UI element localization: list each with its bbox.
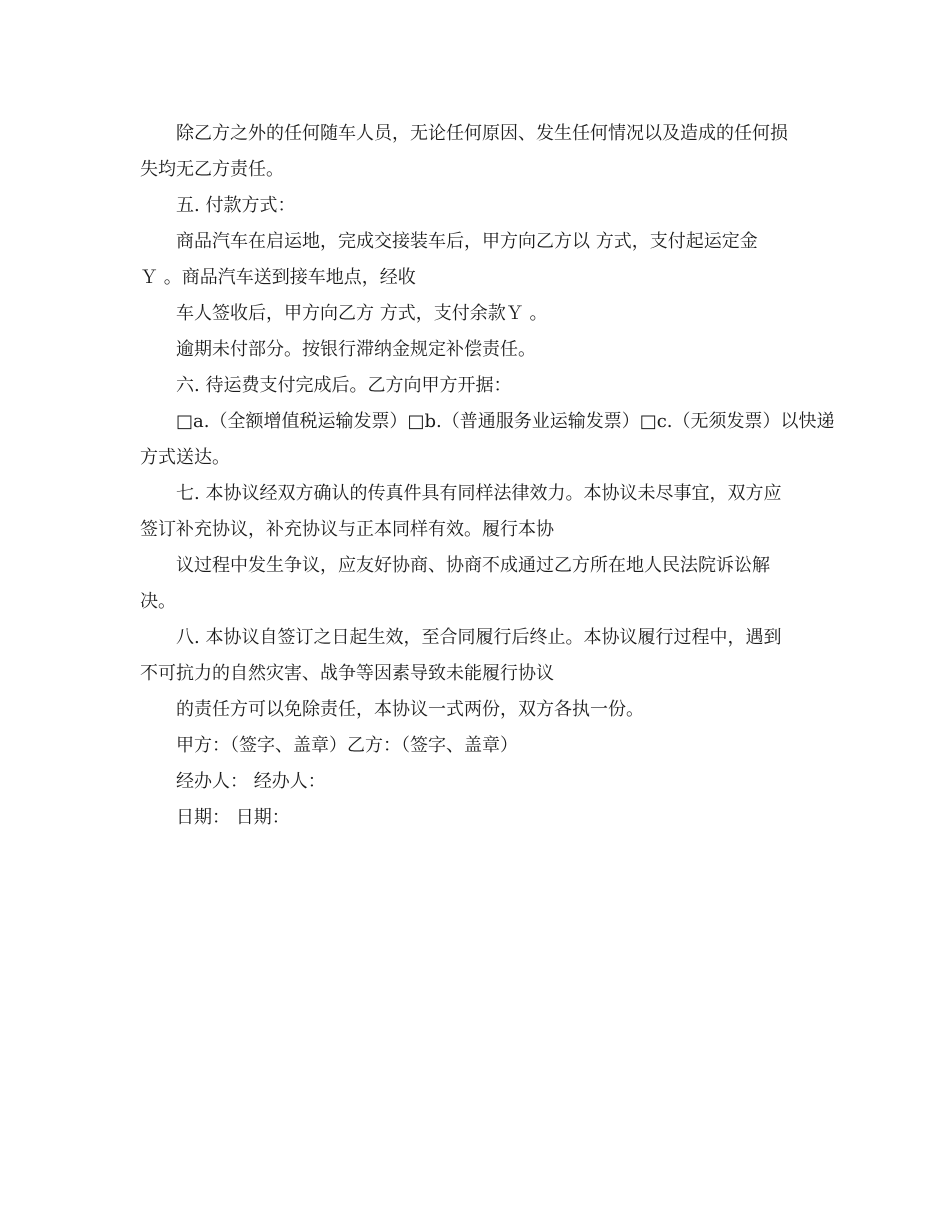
section-heading-invoice: 六. 待运费支付完成后。乙方向甲方开据： [176,375,512,396]
section-heading-payment: 五. 付款方式： [176,195,296,216]
paragraph-line: 商品汽车在启运地，完成交接装车后，甲方向乙方以 方式，支付起运定金 [176,231,758,252]
paragraph-line: 车人签收后，甲方向乙方 方式，支付余款Ｙ 。 [176,303,548,324]
handler-line: 经办人： 经办人： [176,771,326,792]
paragraph-line: 除乙方之外的任何随车人员，无论任何原因、发生任何情况以及造成的任何损 [176,123,788,144]
paragraph-line: 决。 [140,591,176,612]
paragraph-line: 失均无乙方责任。 [140,159,284,180]
paragraph-line: 逾期未付部分。按银行滞纳金规定补偿责任。 [176,339,536,360]
paragraph-line: 不可抗力的自然灾害、战争等因素导致未能履行协议 [140,663,554,684]
paragraph-line: 方式送达。 [140,447,230,468]
paragraph-line: 签订补充协议，补充协议与正本同样有效。履行本协 [140,519,554,540]
paragraph-line: Ｙ 。商品汽车送到接车地点，经收 [140,267,416,288]
clause-eight-line: 八. 本协议自签订之日起生效，至合同履行后终止。本协议履行过程中，遇到 [176,627,782,648]
signature-parties-line: 甲方：（签字、盖章）乙方：（签字、盖章） [176,735,518,756]
date-line: 日期： 日期： [176,807,290,828]
invoice-options-line: □a.（全额增值税运输发票）□b.（普通服务业运输发票）□c.（无须发票）以快递 [176,411,835,432]
paragraph-line: 议过程中发生争议，应友好协商、协商不成通过乙方所在地人民法院诉讼解 [176,555,770,576]
clause-seven-line: 七. 本协议经双方确认的传真件具有同样法律效力。本协议未尽事宜，双方应 [176,483,782,504]
document-body [140,116,835,836]
paragraph-line: 的责任方可以免除责任，本协议一式两份，双方各执一份。 [176,699,644,720]
